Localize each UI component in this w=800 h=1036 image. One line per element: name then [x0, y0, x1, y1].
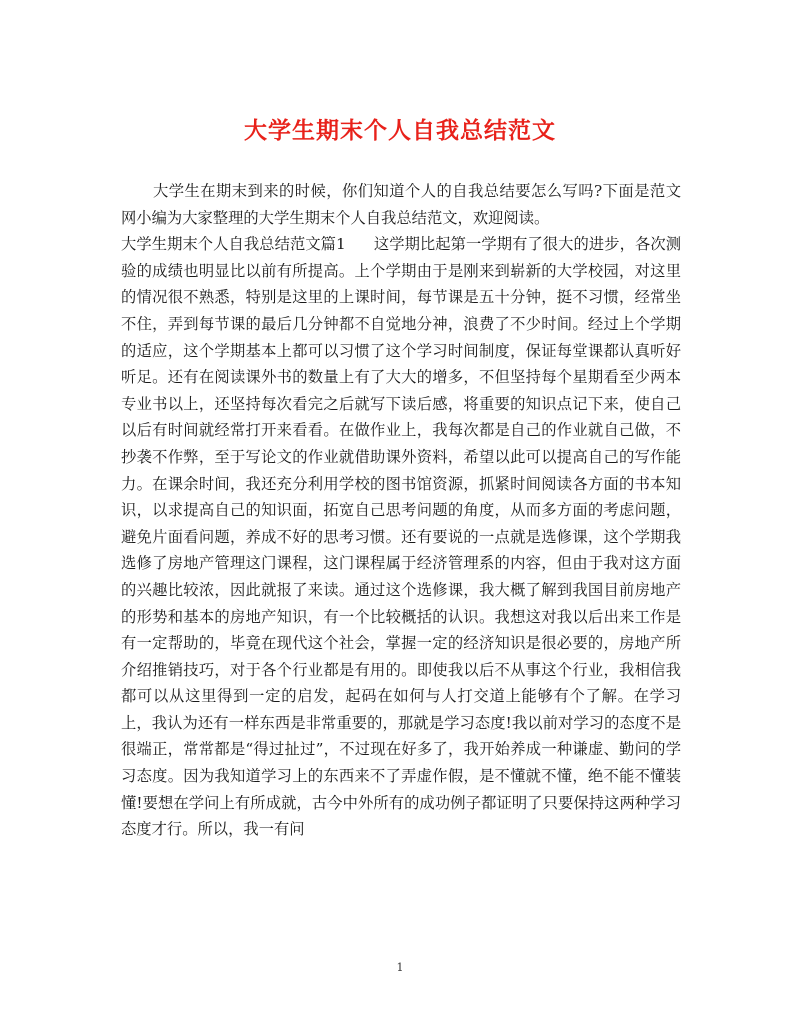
section-paragraph	[121, 231, 681, 843]
document-body	[121, 178, 681, 843]
section-heading: 大学生期末个人自我总结范文篇1	[121, 235, 346, 254]
page-number: 1	[396, 961, 404, 974]
section-body: 这学期比起第一学期有了很大的进步，各次测验的成绩也明显比以前有所提高。上个学期由于是刚来到崭新的大学校园，对这里的情况很不熟悉，特别是这里的上课时间，每节课是五十分钟，挺不习惯，经常坐不住，弄到每节课的最后几分钟都不自觉地分神，浪费了不少时间。经过上个学期的适应，这个学期基本上都可以习惯了这个学习时间制度，保证每堂课都认真听好听足。还有在阅读课外书的数量上有了大大的增多，不但坚持每个星期看至少两本专业书以上，还坚持每次看完之后就写下读后感，将重要的知识点记下来，使自己以后有时间就经常打开来看看。在做作业上，我每次都是自己的作业就自己做，不抄袭不作弊，至于写论文的作业就借助课外资料，希望以此可以提高自己的写作能力。在课余时间，我还充分利用学校的图书馆资源，抓紧时间阅读各方面的书本知识，以求提高自己的知识面，拓宽自己思考问题的角度，从而多方面的考虑问题，避免片面看问题，养成不好的思考习惯。还有要说的一点就是选修课，这个学期我选修了房地产管理这门课程，这门课程属于经济管理系的内容，但由于我对这方面的兴趣比较浓，因此就报了来读。通过这个选修课，我大概了解到我国目前房地产的形势和基本的房地产知识，有一个比较概括的认识。我想这对我以后出来工作是有一定帮助的，毕竟在现代这个社会，掌握一定的经济知识是很必要的，房地产所介绍推销技巧，对于各个行业都是有用的。即使我以后不从事这个行业，我相信我都可以从这里得到一定的启发，起码在如何与人打交道上能够有个了解。在学习上，我认为还有一样东西是非常重要的，那就是学习态度!我以前对学习的态度不是很端正，常常都是“得过扯过”，不过现在好多了，我开始养成一种谦虚、勤问的学习态度。因为我知道学习上的东西来不了弄虚作假，是不懂就不懂，绝不能不懂装懂!要想在学问上有所成就，古今中外所有的成功例子都证明了只要保持这两种学习态度才行。所以，我一有问	[121, 235, 681, 839]
document-title: 大学生期末个人自我总结范文	[244, 117, 556, 144]
intro-paragraph: 大学生在期末到来的时候，你们知道个人的自我总结要怎么写吗?下面是范文网小编为大家整理的大学生期末个人自我总结范文，欢迎阅读。	[121, 182, 681, 227]
